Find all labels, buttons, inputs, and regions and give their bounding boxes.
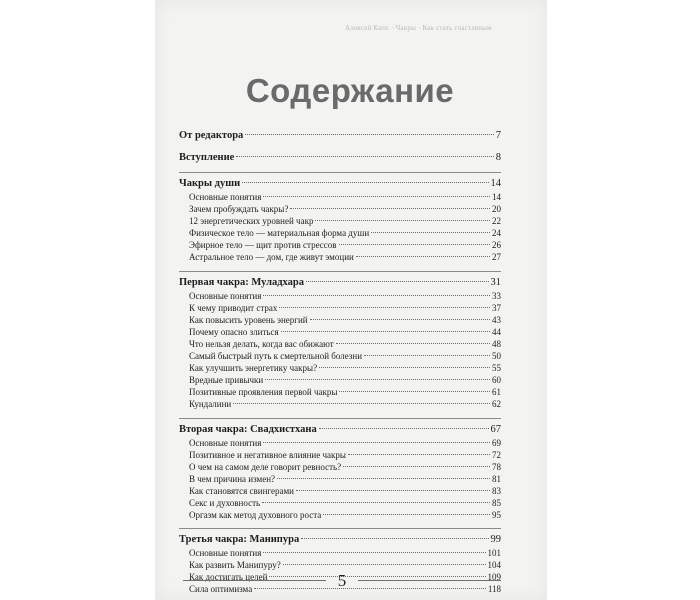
table-of-contents [179, 128, 501, 596]
section-title: Что нельзя делать, когда вас обижают [189, 338, 334, 349]
section-page: 37 [492, 302, 501, 313]
dot-leader [283, 564, 486, 565]
dot-leader [265, 379, 490, 380]
dot-leader [364, 355, 490, 356]
toc-section-row [179, 497, 501, 509]
section-page: 78 [492, 461, 501, 472]
section-title: 12 энергетических уровней чакр [189, 216, 314, 227]
toc-section-row [179, 326, 501, 338]
dot-leader [296, 490, 490, 491]
toc-chapter-row [179, 128, 501, 143]
chapter-page: 99 [490, 534, 501, 546]
toc-section-row [179, 473, 501, 485]
toc-section-row [179, 559, 501, 571]
toc-section-row [179, 215, 501, 227]
chapter-page: 14 [490, 178, 501, 189]
chapter-divider [179, 418, 501, 419]
chapter-page: 31 [490, 276, 501, 288]
section-title: Секс и духовность [189, 497, 261, 508]
section-page: 69 [492, 437, 501, 448]
section-page: 44 [492, 326, 501, 337]
toc-section-row [179, 449, 501, 461]
section-page: 61 [492, 387, 501, 398]
section-page: 83 [492, 485, 501, 496]
dot-leader [245, 134, 493, 135]
section-page: 27 [492, 252, 501, 263]
section-page: 81 [492, 473, 501, 484]
dot-leader [371, 232, 490, 233]
section-page: 24 [492, 228, 501, 239]
toc-section-row [179, 203, 501, 215]
section-page: 109 [487, 572, 501, 583]
section-title: Физическое тело — материальная форма души [189, 228, 370, 239]
dot-leader [319, 367, 490, 368]
section-title: Основные понятия [189, 437, 262, 448]
section-page: 26 [492, 240, 501, 251]
toc-section-row [179, 338, 501, 350]
dot-leader [323, 514, 490, 515]
section-page: 55 [492, 363, 501, 374]
dot-leader [263, 196, 490, 197]
dot-leader [263, 552, 485, 553]
section-title: Основные понятия [189, 192, 262, 202]
chapter-title: Вторая чакра: Свадхистхана [179, 423, 317, 435]
section-title: О чем на самом деле говорит ревность? [189, 461, 342, 472]
section-page: 118 [487, 584, 501, 595]
dot-leader [233, 403, 490, 404]
dot-leader [301, 538, 488, 539]
dot-leader [290, 208, 490, 209]
page-title: Содержание [245, 72, 455, 109]
section-title: Как становятся свингерами [189, 485, 294, 496]
dot-leader [339, 244, 490, 245]
section-page: 60 [492, 375, 501, 386]
chapter-divider [179, 172, 501, 173]
section-page: 14 [492, 192, 501, 202]
chapter-title: Вступление [179, 152, 235, 163]
section-page: 50 [492, 351, 501, 362]
chapter-title: От редактора [179, 130, 244, 141]
chapter-title: Третья чакра: Манипура [179, 534, 300, 546]
dot-leader [279, 307, 490, 308]
section-page: 85 [492, 497, 501, 508]
section-page: 33 [492, 290, 501, 301]
dot-leader [242, 182, 488, 183]
chapter-page: 8 [495, 152, 501, 163]
dot-leader [262, 502, 490, 503]
section-title: Сила оптимизма [189, 584, 253, 595]
chapter-title: Первая чакра: Муладхара [179, 276, 304, 288]
toc-section-row [179, 302, 501, 314]
chapter-page: 7 [495, 130, 501, 141]
toc-section-row [179, 485, 501, 497]
toc-chapter [179, 128, 501, 143]
toc-section-row [179, 461, 501, 473]
section-page: 22 [492, 216, 501, 227]
section-page: 104 [487, 560, 501, 571]
dot-leader [263, 295, 490, 296]
section-title: Вредные привычки [189, 375, 264, 386]
dot-leader [306, 281, 489, 282]
toc-section-row [179, 227, 501, 239]
dot-leader [236, 156, 493, 157]
toc-chapter-row [179, 150, 501, 165]
dot-leader [315, 220, 490, 221]
dot-leader [339, 391, 490, 392]
section-page: 62 [492, 399, 501, 410]
section-title: Оргазм как метод духовного роста [189, 510, 322, 521]
section-title: Кундалини [189, 399, 232, 410]
dot-leader [336, 343, 490, 344]
chapter-title: Чакры души [179, 178, 241, 189]
toc-chapter-row [179, 275, 501, 290]
footer-rule-left [183, 580, 326, 581]
toc-section-row [179, 374, 501, 386]
dot-leader [343, 466, 490, 467]
toc-chapter-row [179, 176, 501, 191]
footer-rule-right [358, 580, 501, 581]
dot-leader [263, 442, 490, 443]
section-title: Эфирное тело — щит против стрессов [189, 240, 337, 251]
section-title: Как повысить уровень энергий [189, 314, 308, 325]
toc-section-row [179, 239, 501, 251]
toc-chapter [179, 172, 501, 264]
toc-section-row [179, 509, 501, 521]
chapter-divider [179, 271, 501, 272]
toc-section-row [179, 437, 501, 449]
section-title: Основные понятия [189, 548, 262, 559]
toc-section-row [179, 386, 501, 398]
toc-chapter-row [179, 422, 501, 437]
section-title: Астральное тело — дом, где живут эмоции [189, 252, 354, 263]
dot-leader [310, 319, 490, 320]
toc-section-row [179, 290, 501, 302]
section-page: 95 [492, 510, 501, 521]
page-footer [183, 572, 501, 589]
toc-section-row [179, 547, 501, 559]
chapter-page: 67 [490, 423, 501, 435]
section-title: Как улучшить энергетику чакры? [189, 363, 318, 374]
toc-chapter [179, 150, 501, 165]
section-title: Зачем пробуждать чакры? [189, 204, 289, 215]
section-page: 101 [487, 548, 501, 559]
section-page: 48 [492, 338, 501, 349]
section-title: Как достигать целей [189, 572, 268, 583]
section-page: 20 [492, 204, 501, 215]
toc-section-row [179, 251, 501, 263]
section-title: Позитивное и негативное влияние чакры [189, 449, 346, 460]
toc-chapter [179, 418, 501, 522]
dot-leader [277, 478, 490, 479]
toc-chapter-row [179, 532, 501, 547]
section-title: Самый быстрый путь к смертельной болезни [189, 351, 363, 362]
section-title: Почему опасно злиться [189, 326, 279, 337]
section-title: Основные понятия [189, 290, 262, 301]
chapter-divider [179, 528, 501, 529]
toc-section-row [179, 362, 501, 374]
toc-section-row [179, 191, 501, 203]
running-header: Алексей Кипс · Чакры · Как стать счастливым [345, 24, 492, 32]
dot-leader [319, 428, 489, 429]
section-page: 72 [492, 449, 501, 460]
toc-section-row [179, 398, 501, 410]
dot-leader [281, 331, 490, 332]
page-number: 5 [337, 571, 347, 590]
section-title: В чем причина измен? [189, 473, 276, 484]
section-title: Как развить Манипуру? [189, 560, 281, 571]
toc-section-row [179, 350, 501, 362]
dot-leader [356, 256, 490, 257]
dot-leader [348, 454, 490, 455]
section-page: 43 [492, 314, 501, 325]
section-title: Позитивные проявления первой чакры [189, 387, 338, 398]
toc-chapter [179, 271, 501, 411]
section-title: К чему приводит страх [189, 302, 278, 313]
toc-section-row [179, 314, 501, 326]
